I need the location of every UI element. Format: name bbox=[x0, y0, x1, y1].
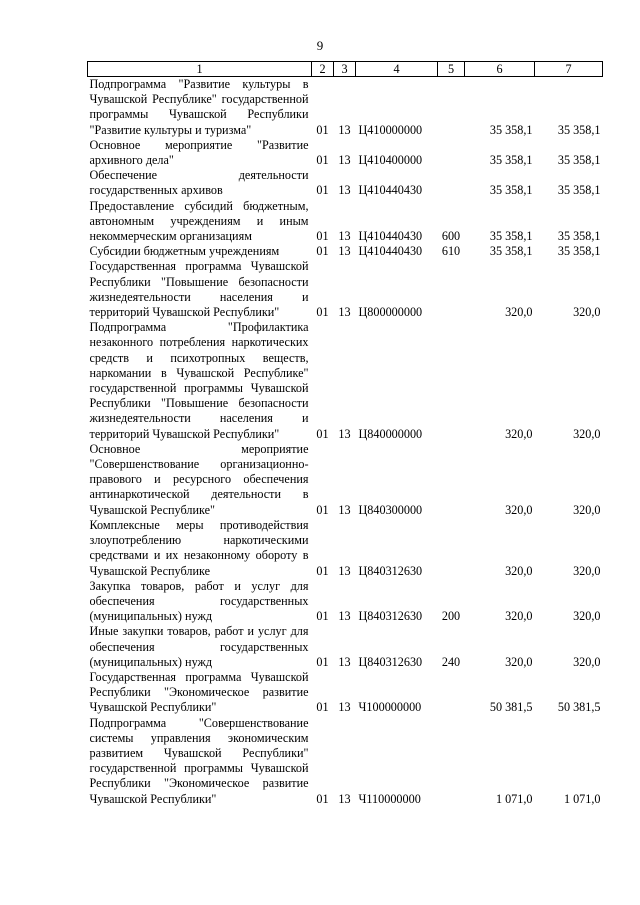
row-name: Основное мероприятие "Совершенствование организационно-правового и ресурсного обеспечения антинаркотической деятельности в Чувашской Республике" bbox=[89, 441, 309, 517]
row-amount-2: 35 358,1 bbox=[557, 229, 601, 244]
row-target-code: Ц840000000 bbox=[358, 426, 423, 441]
row-amount-2: 35 358,1 bbox=[557, 244, 601, 259]
column-header: 1 bbox=[88, 62, 312, 77]
budget-table bbox=[87, 61, 603, 807]
row-target-code: Ц840300000 bbox=[358, 502, 423, 517]
row-name: Комплексные меры противодействия злоупотреблению наркотическими средствами и их незаконному обороту в Чувашской Республике bbox=[89, 517, 309, 578]
row-name: Подпрограмма "Совершенствование системы управления экономическим развитием Чувашской Республики" государственной программы Чувашской Республики "Экономическое развитие Чувашской Республики" bbox=[89, 715, 309, 806]
row-subsection: 13 bbox=[338, 654, 351, 669]
row-amount-2: 320,0 bbox=[573, 654, 601, 669]
row-section: 01 bbox=[316, 426, 329, 441]
row-expense-type bbox=[438, 670, 465, 716]
row-name: Подпрограмма "Развитие культуры в Чувашской Республике" государственной программы Чувашской Республики "Развитие культуры и туризма" bbox=[89, 77, 309, 137]
row-name: Государственная программа Чувашской Республики "Экономическое развитие Чувашской Республики" bbox=[89, 669, 309, 715]
row-name: Предоставление субсидий бюджетным, автономным учреждениям и иным некоммерческим организациям bbox=[89, 198, 309, 244]
row-amount-1: 35 358,1 bbox=[489, 153, 533, 168]
row-expense-type: 200 bbox=[441, 609, 461, 624]
column-header: 5 bbox=[438, 62, 465, 77]
row-subsection: 13 bbox=[338, 502, 351, 517]
row-amount-2: 35 358,1 bbox=[557, 122, 601, 137]
row-target-code: Ц410440430 bbox=[358, 244, 423, 259]
row-amount-1: 35 358,1 bbox=[489, 244, 533, 259]
row-amount-1: 50 381,5 bbox=[489, 700, 533, 715]
row-amount-1: 320,0 bbox=[505, 502, 533, 517]
row-expense-type bbox=[438, 77, 465, 138]
row-amount-1: 320,0 bbox=[505, 609, 533, 624]
row-amount-2: 35 358,1 bbox=[557, 183, 601, 198]
row-target-code: Ц410440430 bbox=[358, 229, 423, 244]
row-target-code: Ц410400000 bbox=[358, 153, 423, 168]
table-row bbox=[88, 199, 603, 245]
row-target-code: Ц800000000 bbox=[358, 305, 423, 320]
row-section: 01 bbox=[316, 563, 329, 578]
row-name: Государственная программа Чувашской Республики "Повышение безопасности жизнедеятельности населения и территорий Чувашской Республики" bbox=[89, 259, 309, 320]
row-expense-type bbox=[438, 138, 465, 168]
row-target-code: Ч100000000 bbox=[358, 700, 422, 715]
row-subsection: 13 bbox=[338, 791, 351, 806]
row-amount-2: 320,0 bbox=[573, 609, 601, 624]
table-header-row bbox=[88, 62, 603, 77]
row-expense-type: 240 bbox=[441, 654, 461, 669]
table-row bbox=[88, 518, 603, 579]
column-header: 2 bbox=[312, 62, 334, 77]
row-target-code: Ц410440430 bbox=[358, 183, 423, 198]
row-section: 01 bbox=[316, 502, 329, 517]
row-amount-1: 320,0 bbox=[505, 305, 533, 320]
row-expense-type bbox=[438, 320, 465, 442]
column-header: 7 bbox=[535, 62, 603, 77]
row-subsection: 13 bbox=[338, 244, 351, 259]
row-subsection: 13 bbox=[338, 305, 351, 320]
row-expense-type bbox=[438, 518, 465, 579]
page-number: 9 bbox=[316, 38, 324, 53]
table-row bbox=[88, 244, 603, 259]
row-subsection: 13 bbox=[338, 122, 351, 137]
row-subsection: 13 bbox=[338, 426, 351, 441]
row-target-code: Ц840312630 bbox=[358, 654, 423, 669]
row-subsection: 13 bbox=[338, 563, 351, 578]
row-amount-1: 320,0 bbox=[505, 654, 533, 669]
row-name: Обеспечение деятельности государственных архивов bbox=[89, 168, 309, 198]
row-name: Подпрограмма "Профилактика незаконного потребления наркотических средств и психотропных веществ, наркомании в Чувашской Республике" государственной программы Чувашской Республики "Повышение безопасности жизнедеятельности населения и территорий Чувашской Республики" bbox=[89, 320, 309, 441]
row-amount-2: 50 381,5 bbox=[557, 700, 601, 715]
row-section: 01 bbox=[316, 229, 329, 244]
row-amount-2: 320,0 bbox=[573, 426, 601, 441]
row-subsection: 13 bbox=[338, 183, 351, 198]
row-amount-1: 35 358,1 bbox=[489, 122, 533, 137]
row-amount-1: 35 358,1 bbox=[489, 229, 533, 244]
row-section: 01 bbox=[316, 244, 329, 259]
row-section: 01 bbox=[316, 654, 329, 669]
row-name: Субсидии бюджетным учреждениям bbox=[89, 244, 280, 259]
row-expense-type bbox=[438, 716, 465, 807]
row-name: Закупка товаров, работ и услуг для обеспечения государственных (муниципальных) нужд bbox=[89, 578, 309, 624]
table-row bbox=[88, 442, 603, 518]
row-expense-type bbox=[438, 168, 465, 198]
row-amount-2: 320,0 bbox=[573, 502, 601, 517]
row-target-code: Ц840312630 bbox=[358, 609, 423, 624]
row-expense-type bbox=[438, 259, 465, 320]
table-row bbox=[88, 579, 603, 625]
row-target-code: Ц410000000 bbox=[358, 122, 423, 137]
row-target-code: Ц840312630 bbox=[358, 563, 423, 578]
row-amount-1: 1 071,0 bbox=[495, 791, 533, 806]
row-target-code: Ч110000000 bbox=[358, 791, 421, 806]
table-row bbox=[88, 320, 603, 442]
row-section: 01 bbox=[316, 305, 329, 320]
row-expense-type: 610 bbox=[441, 244, 461, 259]
row-subsection: 13 bbox=[338, 153, 351, 168]
row-subsection: 13 bbox=[338, 229, 351, 244]
table-row bbox=[88, 716, 603, 807]
row-name: Основное мероприятие "Развитие архивного дела" bbox=[89, 137, 309, 168]
row-subsection: 13 bbox=[338, 609, 351, 624]
row-section: 01 bbox=[316, 183, 329, 198]
row-expense-type bbox=[438, 442, 465, 518]
column-header: 4 bbox=[356, 62, 438, 77]
row-amount-1: 320,0 bbox=[505, 563, 533, 578]
row-expense-type: 600 bbox=[441, 229, 461, 244]
row-subsection: 13 bbox=[338, 700, 351, 715]
row-section: 01 bbox=[316, 700, 329, 715]
row-section: 01 bbox=[316, 791, 329, 806]
column-header: 3 bbox=[334, 62, 356, 77]
row-amount-2: 35 358,1 bbox=[557, 153, 601, 168]
table-row bbox=[88, 168, 603, 198]
column-header: 6 bbox=[465, 62, 535, 77]
row-amount-2: 320,0 bbox=[573, 563, 601, 578]
row-section: 01 bbox=[316, 153, 329, 168]
table-row bbox=[88, 624, 603, 670]
table-row bbox=[88, 670, 603, 716]
table-row bbox=[88, 77, 603, 138]
table-row bbox=[88, 259, 603, 320]
row-amount-2: 320,0 bbox=[573, 305, 601, 320]
row-amount-1: 35 358,1 bbox=[489, 183, 533, 198]
row-amount-1: 320,0 bbox=[505, 426, 533, 441]
row-section: 01 bbox=[316, 609, 329, 624]
row-name: Иные закупки товаров, работ и услуг для обеспечения государственных (муниципальных) нужд bbox=[89, 624, 309, 669]
row-amount-2: 1 071,0 bbox=[563, 791, 601, 806]
row-section: 01 bbox=[316, 122, 329, 137]
table-row bbox=[88, 138, 603, 168]
